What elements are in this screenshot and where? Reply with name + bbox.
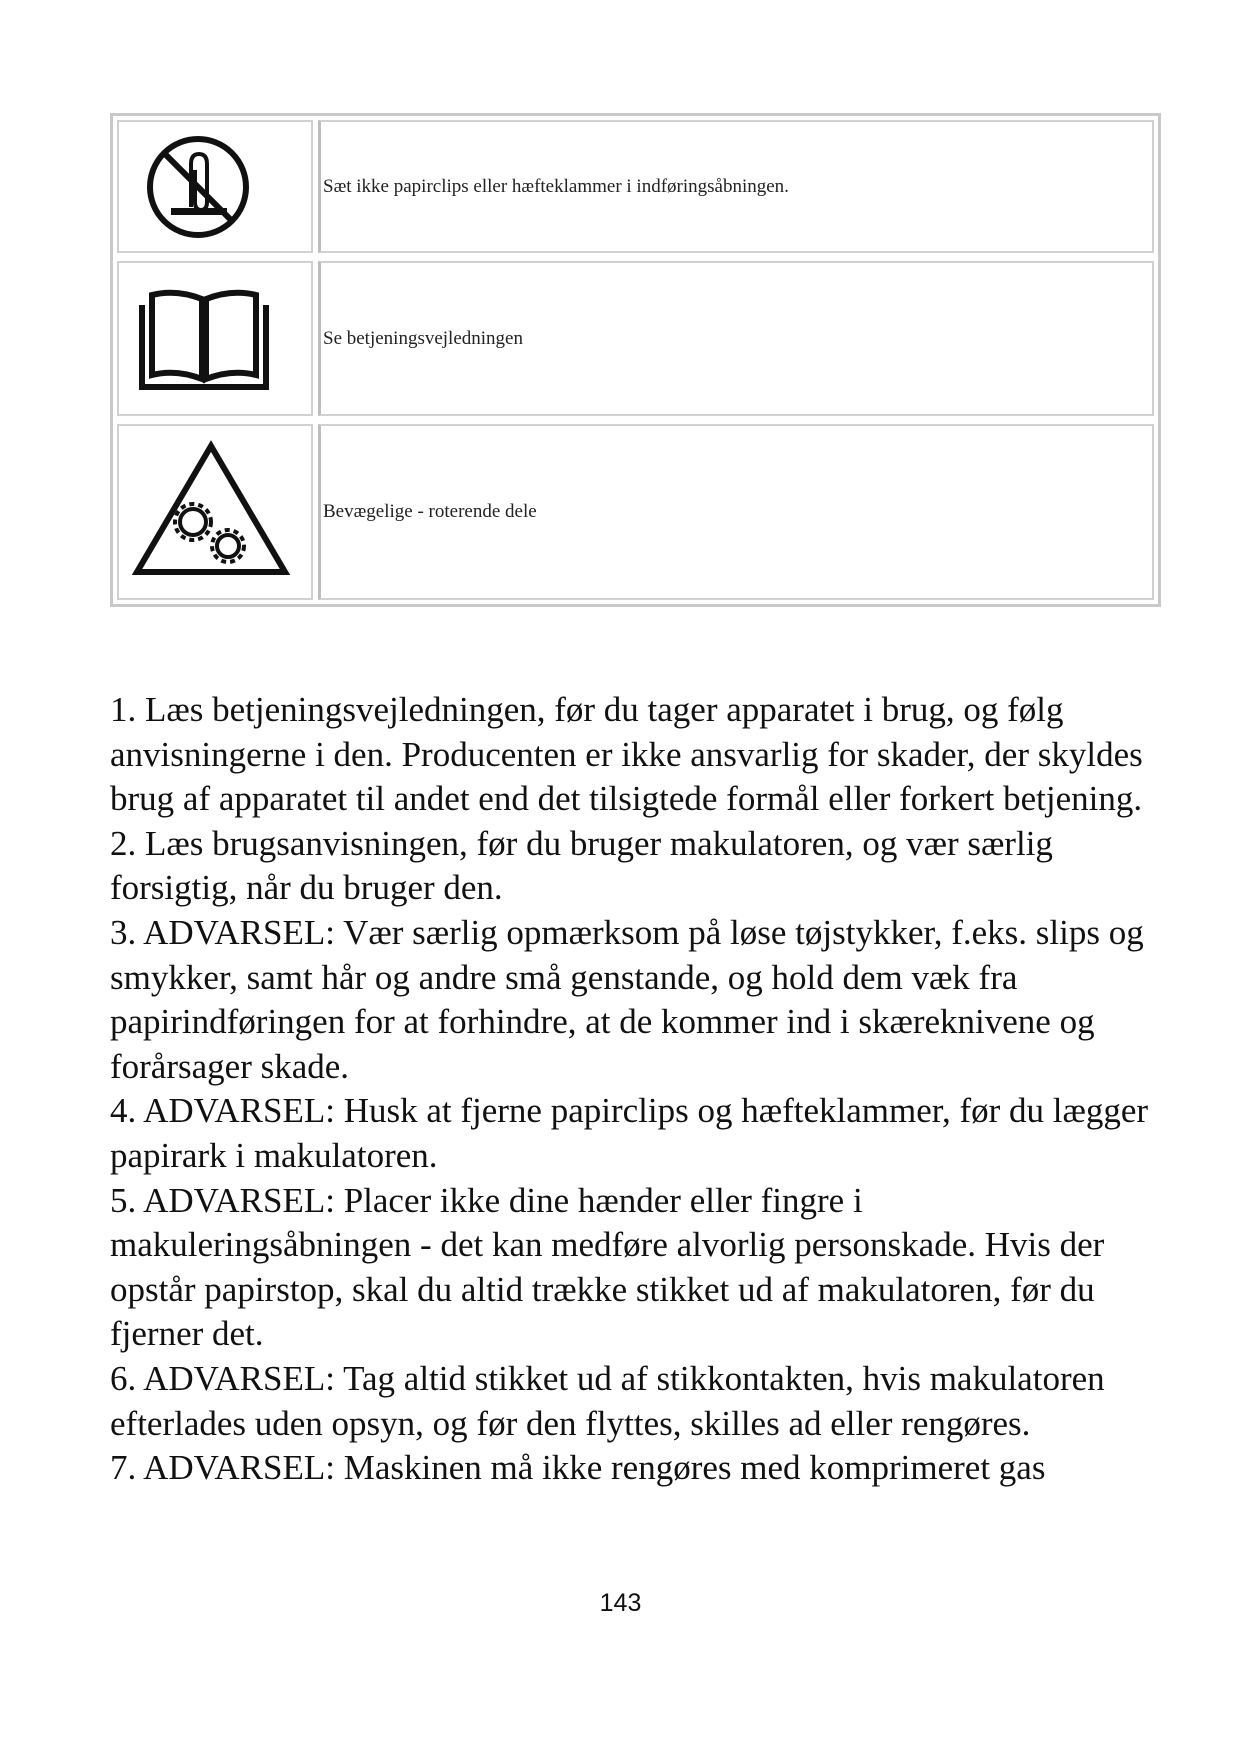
- symbol-text-cell: [318, 120, 1154, 253]
- manual-book-icon: [136, 287, 272, 397]
- instruction-item: 2. Læs brugsanvisningen, før du bruger makulatoren, og vær særlig forsigtig, når du bruger den.: [110, 823, 1053, 908]
- no-paperclip-icon: [143, 132, 253, 242]
- symbol-icon-cell: [117, 120, 313, 253]
- symbol-text-cell: [318, 424, 1154, 600]
- symbol-icon-cell: [117, 261, 313, 416]
- safety-instructions: [110, 688, 1170, 1491]
- symbol-description: Bevægelige - roterende dele: [323, 501, 537, 522]
- instruction-item: 4. ADVARSEL: Husk at fjerne papirclips og hæfteklammer, før du lægger papirark i makulatoren.: [110, 1091, 1149, 1175]
- rotating-parts-warning-icon: [131, 440, 291, 580]
- symbol-description: Se betjeningsvejledningen: [323, 327, 523, 349]
- instruction-item: 6. ADVARSEL: Tag altid stikket ud af stikkontakten, hvis makulatoren efterlades uden opsyn, og før den flyttes, skilles ad eller rengøres.: [110, 1358, 1105, 1443]
- safety-symbols-table: [110, 113, 1161, 607]
- symbol-icon-cell: [117, 424, 313, 600]
- instruction-item: 1. Læs betjeningsvejledningen, før du tager apparatet i brug, og følg anvisningerne i den. Producenten er ikke ansvarlig for skader, der skyldes brug af apparatet til andet end det tilsigtede formål eller forkert betjening.: [110, 690, 1143, 819]
- symbol-row-no-paperclips: [113, 116, 1158, 257]
- symbol-text-cell: [318, 261, 1154, 416]
- instruction-item: 5. ADVARSEL: Placer ikke dine hænder eller fingre i makuleringsåbningen - det kan medføre alvorlig personskade. Hvis der opstår papirstop, skal du altid trække stikket ud af makulatoren, før du fjerner det.: [110, 1180, 1105, 1354]
- instruction-item: 7. ADVARSEL: Maskinen må ikke rengøres med komprimeret gas: [110, 1448, 1046, 1488]
- page-number: 143: [599, 1589, 642, 1617]
- symbol-row-rotating-parts: [113, 420, 1158, 604]
- symbol-description: Sæt ikke papirclips eller hæfteklammer i indføringsåbningen.: [323, 175, 789, 197]
- instruction-item: 3. ADVARSEL: Vær særlig opmærksom på løse tøjstykker, f.eks. slips og smykker, samt hår og andre små genstande, og hold dem væk fra papirindføringen for at forhindre, at de kommer ind i skæreknivene og forårsager skade.: [110, 912, 1144, 1086]
- symbol-row-read-manual: [113, 257, 1158, 420]
